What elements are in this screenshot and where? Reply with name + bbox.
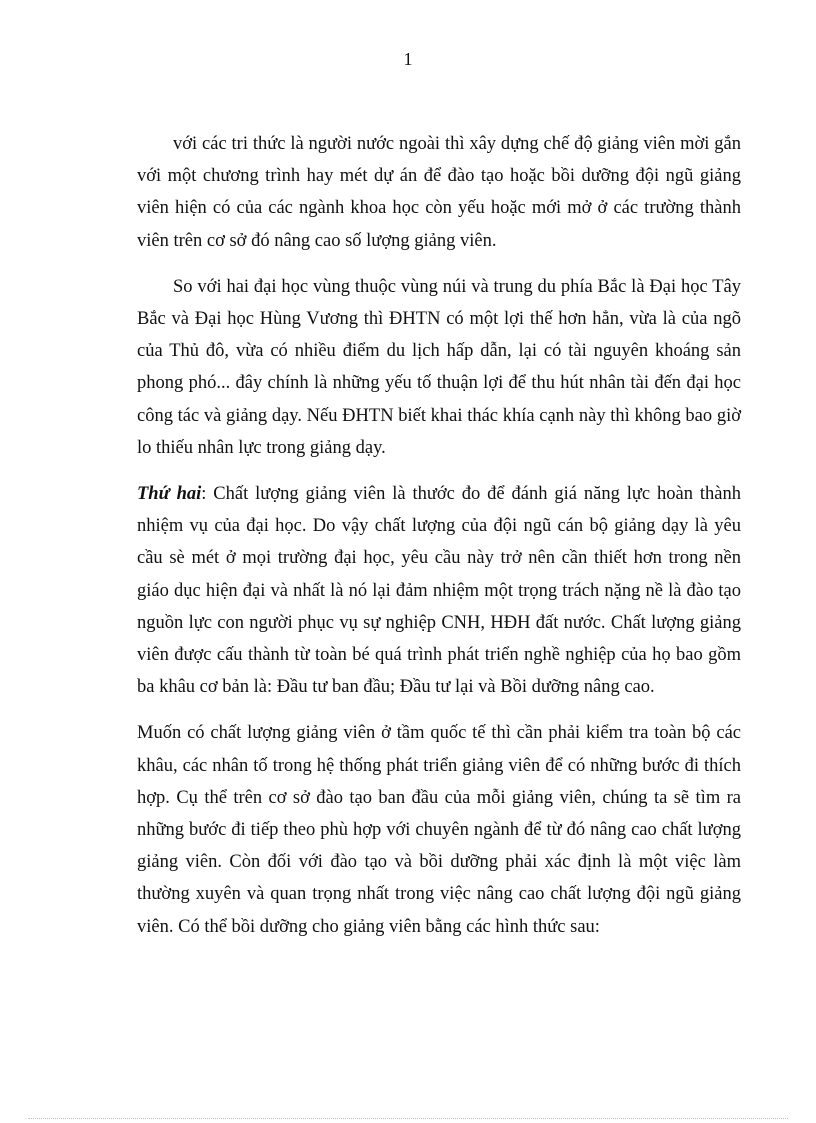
paragraph-second-point — [137, 478, 741, 703]
paragraph-foreign-lecturers — [137, 128, 741, 257]
page-number: 1 — [403, 49, 413, 69]
paragraph-regional-advantage — [137, 271, 741, 464]
footer-dotted-rule — [28, 1118, 788, 1119]
paragraph-lead: Thứ hai — [137, 484, 202, 505]
paragraph-text: : Chất lượng giảng viên là thước đo để đánh giá năng lực hoàn thành nhiệm vụ của đại học. Do vậy chất lượng của đội ngũ cán bộ giảng dạy là yêu cầu sè mét ở mọi trường đại học, yêu cầu này trở nên cần thiết hơn trong nền giáo dục hiện đại và nhất là nó lại đảm nhiệm một trọng trách nặng nề là đào tạo nguồn lực con người phục vụ sự nghiệp CNH, HĐH đất nước. Chất lượng giảng viên được cấu thành từ toàn bé quá trình phát triển nghề nghiệp của họ bao gồm ba khâu cơ bản là: Đầu tư ban đầu; Đầu tư lại và Bồi dưỡng nâng cao. — [137, 484, 741, 698]
paragraph-text: với các tri thức là người nước ngoài thì xây dựng chế độ giảng viên mời gắn với một chương trình hay mét dự án để đào tạo hoặc bồi dưỡng đội ngũ giảng viên hiện có của các ngành khoa học còn yếu hoặc mới mở ở các trường thành viên trên cơ sở đó nâng cao số lượng giảng viên. — [137, 134, 741, 251]
paragraph-quality-requirements — [137, 717, 741, 942]
document-body — [137, 128, 741, 957]
paragraph-text: So với hai đại học vùng thuộc vùng núi và trung du phía Bắc là Đại học Tây Bắc và Đại học Hùng Vương thì ĐHTN có một lợi thế hơn hẳn, vừa là của ngõ của Thủ đô, vừa có nhiều điểm du lịch hấp dẫn, lại có tài nguyên khoáng sản phong phó... đây chính là những yếu tố thuận lợi để thu hút nhân tài đến đại học công tác và giảng dạy. Nếu ĐHTN biết khai thác khía cạnh này thì không bao giờ lo thiếu nhân lực trong giảng dạy. — [137, 276, 741, 458]
paragraph-text: Muốn có chất lượng giảng viên ở tầm quốc tế thì cần phải kiểm tra toàn bộ các khâu, các nhân tố trong hệ thống phát triển giảng viên để có những bước đi thích hợp. Cụ thể trên cơ sở đào tạo ban đầu của mỗi giảng viên, chúng ta sẽ tìm ra những bước đi tiếp theo phù hợp với chuyên ngành để từ đó nâng cao chất lượng giảng viên. Còn đối với đào tạo và bồi dưỡng phải xác định là một việc làm thường xuyên và quan trọng nhất trong việc nâng cao chất lượng đội ngũ giảng viên. Có thể bồi dưỡng cho giảng viên bằng các hình thức sau: — [137, 723, 741, 937]
